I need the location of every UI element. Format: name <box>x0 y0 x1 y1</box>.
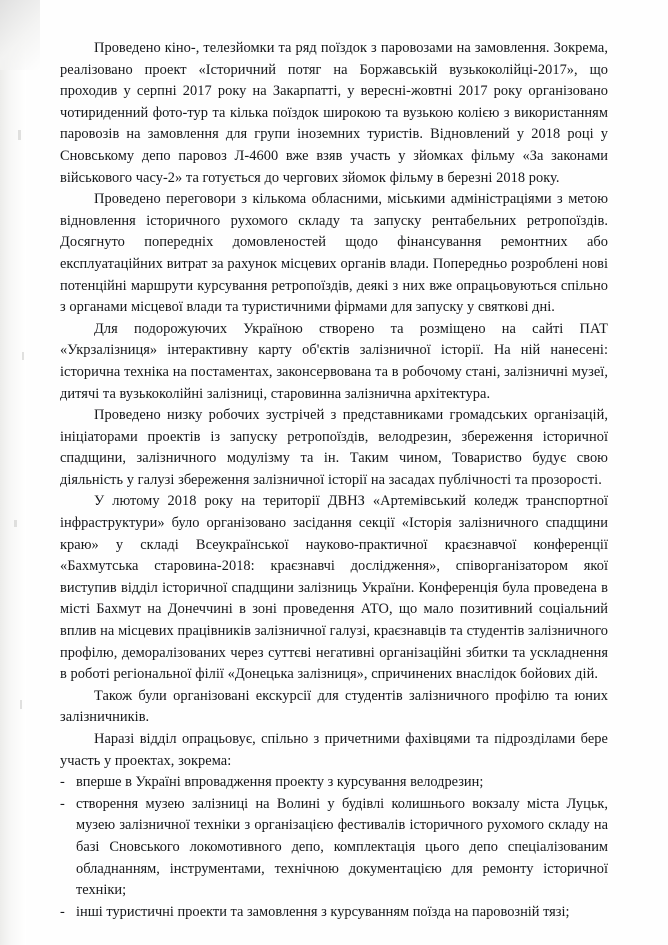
paragraph: Для подорожуючих Україною створено та розміщено на сайті ПАТ «Укрзалізниця» інтерактивну карту об'єктів залізничної історії. На ній нанесені: історична техніка на постаментах, законсервована та в робочому стані, залізничні музеї, дитячі та вузькоколійні залізниці, старовинна залізнична архітектура. <box>60 320 608 402</box>
list-item <box>60 772 608 794</box>
scan-speck <box>14 520 17 527</box>
paragraph: Проведено кіно-, телезйомки та ряд поїздок з паровозами на замовлення. Зокрема, реалізовано проект «Історичний потяг на Боржавській вузькоколійці-2017», що проходив у серпні 2017 року на Закарпатті, у вересні-жовтні 2017 року організовано чотириденний фото-тур та кілька поїздок широкою та вузькою колією з використанням паровозів на замовлення для групи іноземних туристів. Відновлений у 2018 році у Сновському депо паровоз Л-4600 вже взяв участь у зйомках фільму «За законами військового часу-2» та готується до чергових зйомок фільму в березні 2018 року. <box>60 40 608 186</box>
document-text-body <box>60 38 608 923</box>
bullet-dash: - <box>60 903 65 920</box>
list-item <box>60 902 608 924</box>
bullet-dash: - <box>60 795 65 812</box>
list-item-text: створення музею залізниці на Волині у будівлі колишнього вокзалу міста Луцьк, музею залізничної техніки з організацією фестивалів історичного рухомого складу на базі Сновського локомотивного депо, комплектація цього депо спеціалізованим обладнанням, інструментами, технічною документацією для ремонту історичної техніки; <box>76 795 608 899</box>
paragraph: Проведено низку робочих зустрічей з представниками громадських організацій, ініціаторами проектів із запуску ретропоїздів, велодрезин, збереження історичної спадщини, залізничного модулізму та ін. Таким чином, Товариство будує свою діяльність у галузі збереження залізничної історії на засадах публічності та прозорості. <box>60 407 608 488</box>
bullet-list <box>60 772 608 923</box>
paragraph: У лютому 2018 року на території ДВНЗ «Артемівський коледж транспортної інфраструктури» було організовано засідання секції «Історія залізничного спадщини краю» у складі Всеукраїнської науково-практичної краєзнавчої конференції «Бахмутська старовина-2018: краєзнавчі дослідження», співорганізатором якої виступив відділ історичної спадщини залізниць України. Конференція була проведена в місті Бахмут на Донеччині в зоні проведення АТО, що мало позитивний соціальний вплив на місцевих працівників залізничної галузі, краєзнавців та студентів залізничного профілю, деморалізованих через суттєві негативні організаційні збитки та ускладнення в роботі регіональної філії «Донецька залізниця», спричинених внаслідок бойових дій. <box>60 493 608 683</box>
scan-speck <box>22 352 24 360</box>
list-item-text: вперше в Україні впровадження проекту з курсування велодрезин; <box>76 774 484 791</box>
paragraph: Проведено переговори з кількома обласними, міськими адміністраціями з метою відновлення історичного рухомого складу та запуску рентабельних ретропоїздів. Досягнуто попередніх домовленостей щодо фінансування ремонтних або експлуатаційних витрат за рахунок місцевих органів влади. Попередньо розроблені нові потенційні маршрути курсування ретропоїздів, деякі з них вже опрацьовуються спільно з органами місцевої влади та туристичними фірмами для запуску у святкові дні. <box>60 191 608 316</box>
scan-corner-fold <box>0 0 40 70</box>
list-item-text: інші туристичні проекти та замовлення з курсуванням поїзда на паровозній тязі; <box>76 903 570 920</box>
scan-speck <box>20 700 22 709</box>
paragraph: Наразі відділ опрацьовує, спільно з причетними фахівцями та підрозділами бере участь у проектах, зокрема: <box>60 731 608 769</box>
scan-edge-shadow <box>0 0 26 945</box>
bullet-dash: - <box>60 774 65 791</box>
paragraph: Також були організовані екскурсії для студентів залізничного профілю та юних залізничників. <box>60 687 608 726</box>
list-item <box>60 794 608 902</box>
scan-speck <box>18 130 21 140</box>
